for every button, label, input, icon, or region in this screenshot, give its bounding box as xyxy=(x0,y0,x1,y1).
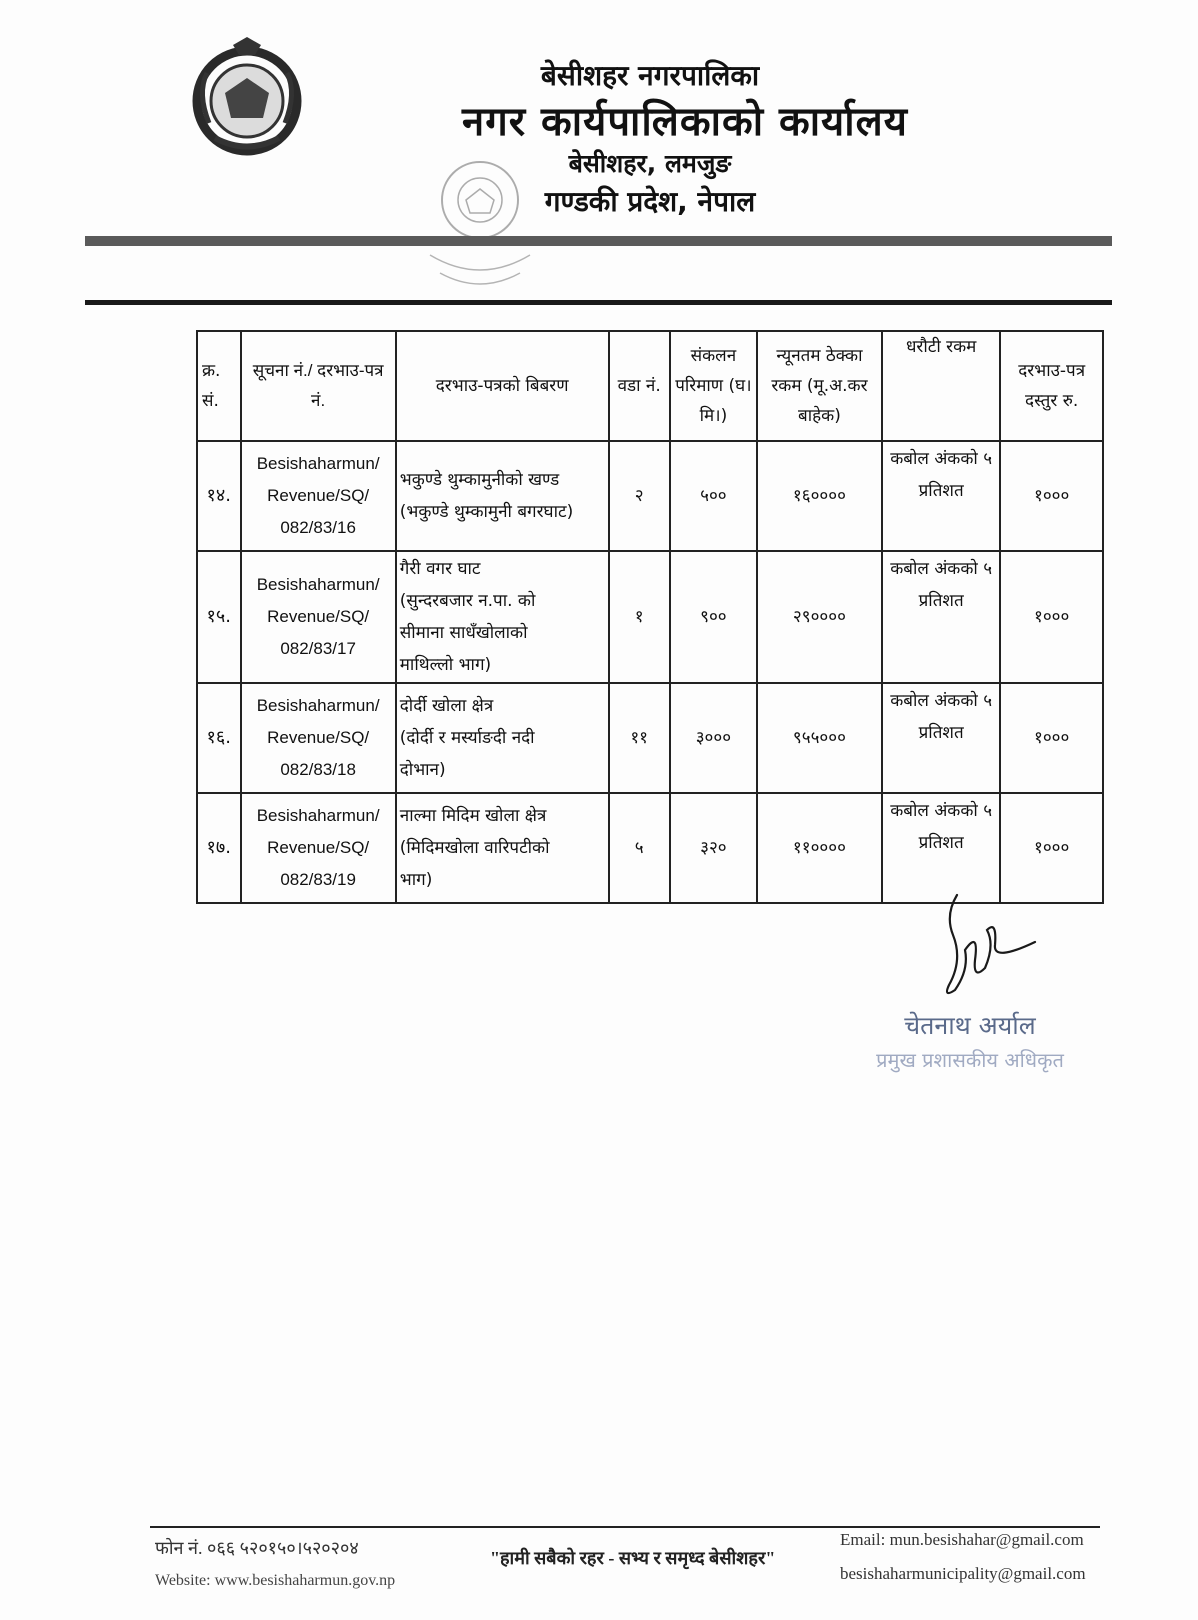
header-description: दरभाउ-पत्रको बिबरण xyxy=(396,331,609,441)
description-line: (मिदिमखोला वारिपटीको xyxy=(399,838,550,858)
cell-description xyxy=(396,551,609,683)
description-line: सीमाना साधँखोलाको xyxy=(399,623,528,643)
header-fee: दरभाउ-पत्र दस्तुर रु. xyxy=(1000,331,1103,441)
footer-phone: फोन नं. ०६६ ५२०१५०।५२०२०४ xyxy=(155,1538,359,1558)
description-line: भकुण्डे थुम्कामुनीको खण्ड xyxy=(399,470,560,490)
office-province: गण्डकी प्रदेश, नेपाल xyxy=(544,185,756,218)
header-ward: वडा नं. xyxy=(609,331,670,441)
cell-quantity: ३२० xyxy=(670,793,757,903)
description-line: नाल्मा मिदिम खोला क्षेत्र xyxy=(399,806,547,826)
office-seal-icon xyxy=(410,145,550,305)
header-deposit: धरौटी रकम xyxy=(882,331,1000,441)
notice-no-line: Besishaharmun/ xyxy=(256,454,380,473)
footer-slogan: "हामी सबैको रहर - सभ्य र समृध्द बेसीशहर" xyxy=(490,1548,776,1568)
cell-description xyxy=(396,441,609,551)
cell-serial: १७. xyxy=(197,793,241,903)
description-line: (दोर्दी र मर्स्याङदी नदी xyxy=(399,728,535,748)
table-row xyxy=(197,441,1103,551)
cell-deposit: कबोल अंकको ५ प्रतिशत xyxy=(882,441,1000,551)
cell-serial: १६. xyxy=(197,683,241,793)
cell-serial: १५. xyxy=(197,551,241,683)
cell-ward: २ xyxy=(609,441,670,551)
cell-fee: १००० xyxy=(1000,683,1103,793)
municipality-name: बेसीशहर नगरपालिका xyxy=(540,59,760,92)
description-line: (सुन्दरबजार न.पा. को xyxy=(399,591,536,611)
notice-no-line: Revenue/SQ/ xyxy=(267,838,370,857)
table-row xyxy=(197,551,1103,683)
footer-email-primary[interactable]: Email: mun.besishahar@gmail.com xyxy=(840,1530,1084,1549)
cell-fee: १००० xyxy=(1000,551,1103,683)
cell-description xyxy=(396,793,609,903)
office-name: नगर कार्यपालिकाको कार्यालय xyxy=(462,99,908,145)
cell-serial: १४. xyxy=(197,441,241,551)
table-header-row xyxy=(197,331,1103,441)
signatory-designation: प्रमुख प्रशासकीय अधिकृत xyxy=(876,1048,1064,1072)
cell-quantity: ९०० xyxy=(670,551,757,683)
cell-deposit: कबोल अंकको ५ प्रतिशत xyxy=(882,793,1000,903)
table-row xyxy=(197,793,1103,903)
cell-ward: १ xyxy=(609,551,670,683)
description-line: (भकुण्डे थुम्कामुनी बगरघाट) xyxy=(399,502,574,522)
cell-notice-no xyxy=(241,551,396,683)
cell-min-amount: २९०००० xyxy=(757,551,882,683)
notice-no-line: Besishaharmun/ xyxy=(256,575,380,594)
cell-quantity: ३००० xyxy=(670,683,757,793)
cell-notice-no xyxy=(241,793,396,903)
signatory-name: चेतनाथ अर्याल xyxy=(904,1011,1036,1040)
description-line: दोभान) xyxy=(399,760,446,780)
description-line: दोर्दी खोला क्षेत्र xyxy=(399,696,494,716)
cell-deposit: कबोल अंकको ५ प्रतिशत xyxy=(882,551,1000,683)
header-quantity: संकलन परिमाण (घ। मि।) xyxy=(670,331,757,441)
table-row xyxy=(197,683,1103,793)
header-notice-no: सूचना नं./ दरभाउ-पत्र नं. xyxy=(241,331,396,441)
cell-fee: १००० xyxy=(1000,441,1103,551)
signature-icon xyxy=(935,890,1045,1005)
header-thick-rule xyxy=(85,236,1112,246)
cell-notice-no xyxy=(241,683,396,793)
notice-no-line: Revenue/SQ/ xyxy=(267,728,370,747)
header-min-amount: न्यूनतम ठेक्का रकम (मू.अ.कर बाहेक) xyxy=(757,331,882,441)
cell-deposit: कबोल अंकको ५ प्रतिशत xyxy=(882,683,1000,793)
cell-quantity: ५०० xyxy=(670,441,757,551)
notice-no-line: Revenue/SQ/ xyxy=(267,486,370,505)
cell-ward: ५ xyxy=(609,793,670,903)
cell-notice-no xyxy=(241,441,396,551)
cell-min-amount: ११०००० xyxy=(757,793,882,903)
notice-no-line: Besishaharmun/ xyxy=(256,696,380,715)
notice-no-line: 082/83/19 xyxy=(280,870,356,889)
header-thin-rule xyxy=(85,300,1112,305)
cell-ward: ११ xyxy=(609,683,670,793)
footer-website[interactable]: Website: www.besishaharmun.gov.np xyxy=(155,1572,396,1589)
cell-fee: १००० xyxy=(1000,793,1103,903)
cell-min-amount: ९५५००० xyxy=(757,683,882,793)
notice-no-line: Revenue/SQ/ xyxy=(267,607,370,626)
notice-no-line: 082/83/18 xyxy=(280,760,356,779)
nepal-emblem-icon xyxy=(185,33,310,158)
notice-no-line: Besishaharmun/ xyxy=(256,806,380,825)
footer-email-secondary[interactable]: besishaharmunicipality@gmail.com xyxy=(840,1564,1086,1583)
footer-rule xyxy=(150,1526,1100,1528)
office-location: बेसीशहर, लमजुङ xyxy=(568,149,732,178)
description-line: गैरी वगर घाट xyxy=(399,559,481,579)
tender-table xyxy=(196,330,1104,904)
notice-no-line: 082/83/17 xyxy=(280,639,356,658)
notice-no-line: 082/83/16 xyxy=(280,518,356,537)
header-serial: क्र. सं. xyxy=(197,331,241,441)
description-line: माथिल्लो भाग) xyxy=(399,655,492,675)
cell-min-amount: १६०००० xyxy=(757,441,882,551)
description-line: भाग) xyxy=(399,870,433,890)
cell-description xyxy=(396,683,609,793)
